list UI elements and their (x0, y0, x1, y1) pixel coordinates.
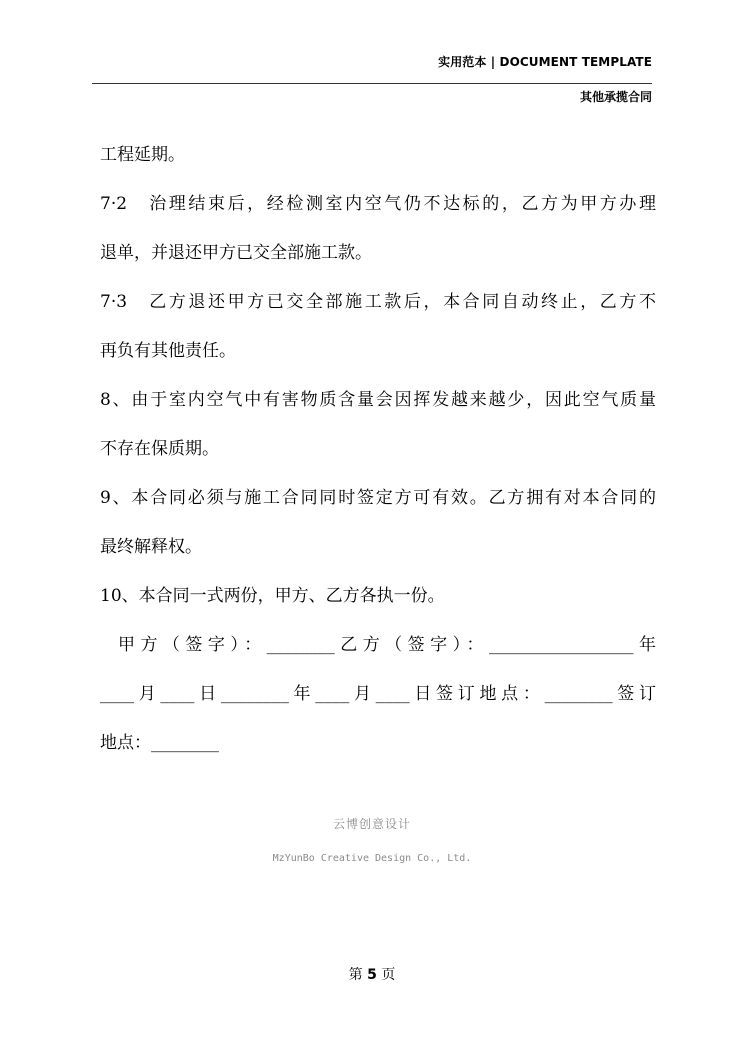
clause-7-3: 7·3 乙方退还甲方已交全部施工款后，本合同自动终止，乙方不 (100, 292, 656, 312)
clause-7-3-continued: 再负有其他责任。 (100, 341, 236, 361)
header-subtitle: 其他承揽合同 (579, 90, 652, 104)
location-line: 地点：________ (100, 733, 219, 753)
clause-7-2-continued: 退单，并退还甲方已交全部施工款。 (100, 243, 372, 263)
clause-10: 10、本合同一式两份，甲方、乙方各执一份。 (100, 586, 445, 606)
footer-company-name: 云博创意设计 (332, 817, 411, 831)
contract-body (100, 131, 656, 768)
page-number-prefix: 第 (348, 967, 363, 983)
signature-line: 甲方（签字）：________乙方（签字）：_________________年 (118, 635, 656, 655)
page-number (0, 964, 744, 984)
clause-9: 9、本合同必须与施工合同同时签定方可有效。乙方拥有对本合同的 (100, 488, 656, 508)
clause-9-continued: 最终解释权。 (100, 537, 202, 557)
body-line-delay: 工程延期。 (100, 145, 185, 165)
header-divider (92, 83, 652, 84)
page-number-value: 5 (367, 967, 377, 983)
clause-8-continued: 不存在保质期。 (100, 439, 219, 459)
clause-8: 8、由于室内空气中有害物质含量会因挥发越来越少，因此空气质量 (100, 390, 656, 410)
header-title: 实用范本 | DOCUMENT TEMPLATE (438, 55, 652, 69)
footer-company-english: MzYunBo Creative Design Co., Ltd. (272, 853, 472, 864)
date-location-line: ____月____日________年____月____日签订地点：________签订 (100, 684, 656, 704)
page-number-suffix: 页 (381, 967, 396, 983)
clause-7-2: 7·2 治理结束后，经检测室内空气仍不达标的，乙方为甲方办理 (100, 194, 656, 214)
